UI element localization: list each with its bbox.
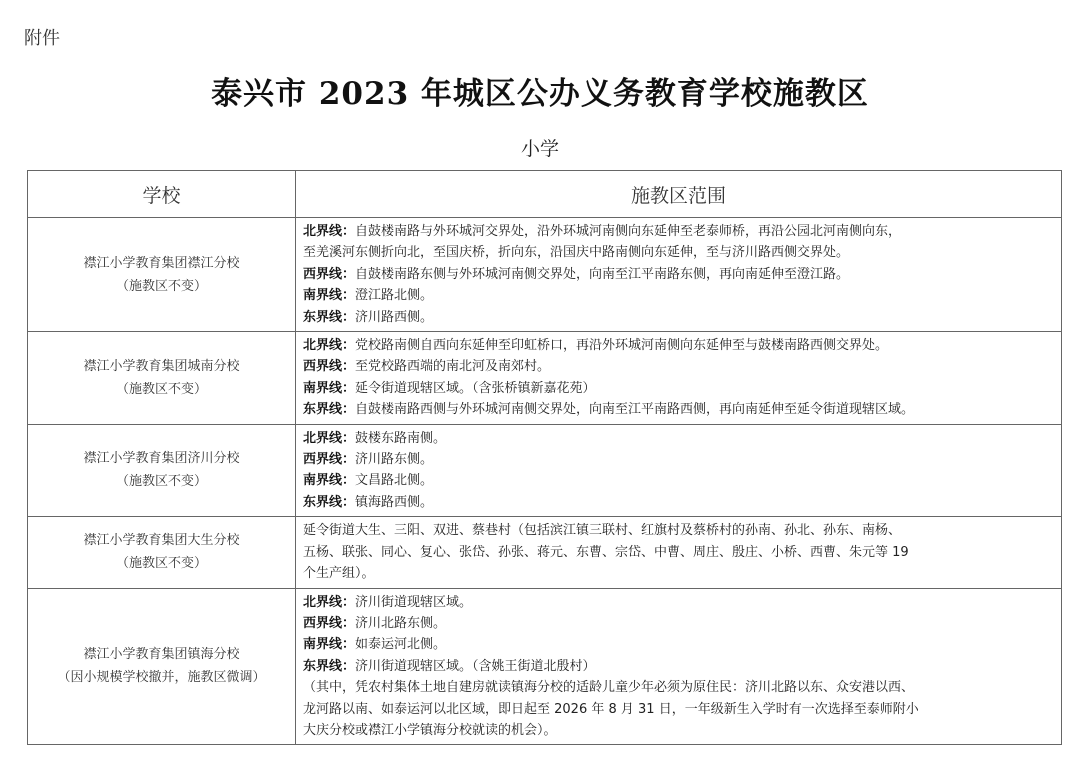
school-note: （施教区不变） xyxy=(115,381,207,397)
range-line xyxy=(303,335,1055,356)
range-line xyxy=(303,399,1055,420)
table-row xyxy=(28,517,1062,588)
range-line xyxy=(303,677,1055,698)
boundary-text: 文昌路北侧。 xyxy=(355,473,434,489)
range-line xyxy=(303,242,1055,263)
school-note: （施教区不变） xyxy=(115,474,207,490)
boundary-text: 延令街道大生、三阳、双进、蔡巷村（包括滨江镇三联村、红旗村及蔡桥村的孙南、孙北、孙东、南杨、 xyxy=(303,523,902,539)
boundary-label: 西界线： xyxy=(303,452,356,468)
boundary-label: 北界线： xyxy=(303,338,356,354)
school-cell xyxy=(28,588,296,745)
boundary-text: 济川街道现辖区域。 xyxy=(355,594,473,610)
boundary-text: 至羌溪河东侧折向北，至国庆桥，折向东，沿国庆中路南侧向东延伸，至与济川路西侧交界处。 xyxy=(303,245,850,261)
boundary-text: 镇海路西侧。 xyxy=(355,494,434,510)
range-line xyxy=(303,428,1055,449)
table-row xyxy=(28,218,1062,332)
boundary-text: （其中，凭农村集体土地自建房就读镇海分校的适龄儿童少年必须为原住民：济川北路以东、众安港以西、 xyxy=(303,680,915,696)
boundary-label: 北界线： xyxy=(303,224,356,239)
boundary-label: 北界线： xyxy=(303,594,356,610)
range-line xyxy=(303,656,1055,677)
boundary-label: 东界线： xyxy=(303,658,356,674)
school-name: 襟江小学教育集团城南分校 xyxy=(83,358,240,374)
boundary-text: 济川街道现辖区域。（含姚王街道北殷村） xyxy=(355,658,596,674)
school-cell xyxy=(28,218,296,332)
school-district-table xyxy=(27,170,1062,745)
boundary-label: 东界线： xyxy=(303,402,356,418)
range-line xyxy=(303,378,1055,399)
school-cell xyxy=(28,517,296,588)
boundary-text: 至党校路西端的南北河及南郊村。 xyxy=(355,359,551,375)
boundary-label: 东界线： xyxy=(303,309,356,325)
range-line xyxy=(303,221,1055,242)
attachment-label: 附件 xyxy=(24,28,60,49)
section-subtitle: 小学 xyxy=(520,138,559,160)
boundary-text: 五杨、联张、同心、复心、张岱、孙张、蒋元、东曹、宗岱、中曹、周庄、殷庄、小桥、西曹、朱元等 19 xyxy=(303,544,909,560)
boundary-text: 自鼓楼南路西侧与外环城河南侧交界处，向南至江平南路西侧，再向南延伸至延令街道现辖区域。 xyxy=(355,402,915,418)
range-line xyxy=(303,356,1055,377)
boundary-text: 大庆分校或襟江小学镇海分校就读的机会）。 xyxy=(303,722,557,738)
boundary-label: 南界线： xyxy=(303,380,356,396)
range-line xyxy=(303,634,1055,655)
boundary-label: 东界线： xyxy=(303,494,356,510)
range-line xyxy=(303,720,1055,741)
table-header-row xyxy=(28,171,1062,218)
school-name: 襟江小学教育集团镇海分校 xyxy=(83,647,240,663)
school-note: （施教区不变） xyxy=(115,278,207,294)
table-row xyxy=(28,424,1062,517)
school-name: 襟江小学教育集团襟江分校 xyxy=(83,255,240,271)
boundary-label: 南界线： xyxy=(303,637,356,653)
school-note: （因小规模学校撤并，施教区微调） xyxy=(57,670,266,686)
range-line xyxy=(303,520,1055,541)
boundary-label: 西界线： xyxy=(303,615,356,631)
header-school: 学校 xyxy=(28,171,296,218)
range-line xyxy=(303,264,1055,285)
range-line xyxy=(303,592,1055,613)
boundary-text: 延令街道现辖区域。（含张桥镇新嘉花苑） xyxy=(355,380,596,396)
school-name: 襟江小学教育集团济川分校 xyxy=(83,451,240,467)
boundary-text: 鼓楼东路南侧。 xyxy=(355,430,447,446)
range-line xyxy=(303,449,1055,470)
range-line xyxy=(303,285,1055,306)
boundary-text: 济川路西侧。 xyxy=(355,309,434,325)
range-cell xyxy=(296,424,1062,517)
range-line xyxy=(303,613,1055,634)
range-cell xyxy=(296,588,1062,745)
range-line xyxy=(303,542,1055,563)
table-row xyxy=(28,332,1062,425)
school-name: 襟江小学教育集团大生分校 xyxy=(83,533,240,549)
boundary-text: 龙河路以南、如泰运河以北区域，即日起至 2026 年 8 月 31 日，一年级新生入学时有一次选择至泰师附小 xyxy=(303,701,919,717)
range-cell xyxy=(296,218,1062,332)
range-line xyxy=(303,470,1055,491)
boundary-text: 个生产组）。 xyxy=(303,566,375,582)
school-cell xyxy=(28,332,296,425)
boundary-text: 济川北路东侧。 xyxy=(355,615,447,631)
boundary-text: 如泰运河北侧。 xyxy=(355,637,447,653)
range-cell xyxy=(296,332,1062,425)
range-cell xyxy=(296,517,1062,588)
boundary-label: 南界线： xyxy=(303,473,356,489)
header-range: 施教区范围 xyxy=(296,171,1062,218)
table-row xyxy=(28,588,1062,745)
school-cell xyxy=(28,424,296,517)
boundary-text: 自鼓楼南路东侧与外环城河南侧交界处，向南至江平南路东侧，再向南延伸至澄江路。 xyxy=(355,266,850,282)
boundary-text: 济川路东侧。 xyxy=(355,452,434,468)
range-line xyxy=(303,699,1055,720)
boundary-text: 澄江路北侧。 xyxy=(355,288,434,304)
boundary-label: 西界线： xyxy=(303,266,356,282)
range-line xyxy=(303,307,1055,328)
range-line xyxy=(303,492,1055,513)
boundary-label: 西界线： xyxy=(303,359,356,375)
document-title: 泰兴市 2023 年城区公办义务教育学校施教区 xyxy=(211,76,869,112)
boundary-text: 自鼓楼南路与外环城河交界处，沿外环城河南侧向东延伸至老泰师桥，再沿公园北河南侧向东， xyxy=(355,224,902,239)
school-note: （施教区不变） xyxy=(115,556,207,572)
range-line xyxy=(303,563,1055,584)
boundary-label: 南界线： xyxy=(303,288,356,304)
boundary-label: 北界线： xyxy=(303,430,356,446)
boundary-text: 党校路南侧自西向东延伸至印虹桥口，再沿外环城河南侧向东延伸至与鼓楼南路西侧交界处。 xyxy=(355,338,889,354)
